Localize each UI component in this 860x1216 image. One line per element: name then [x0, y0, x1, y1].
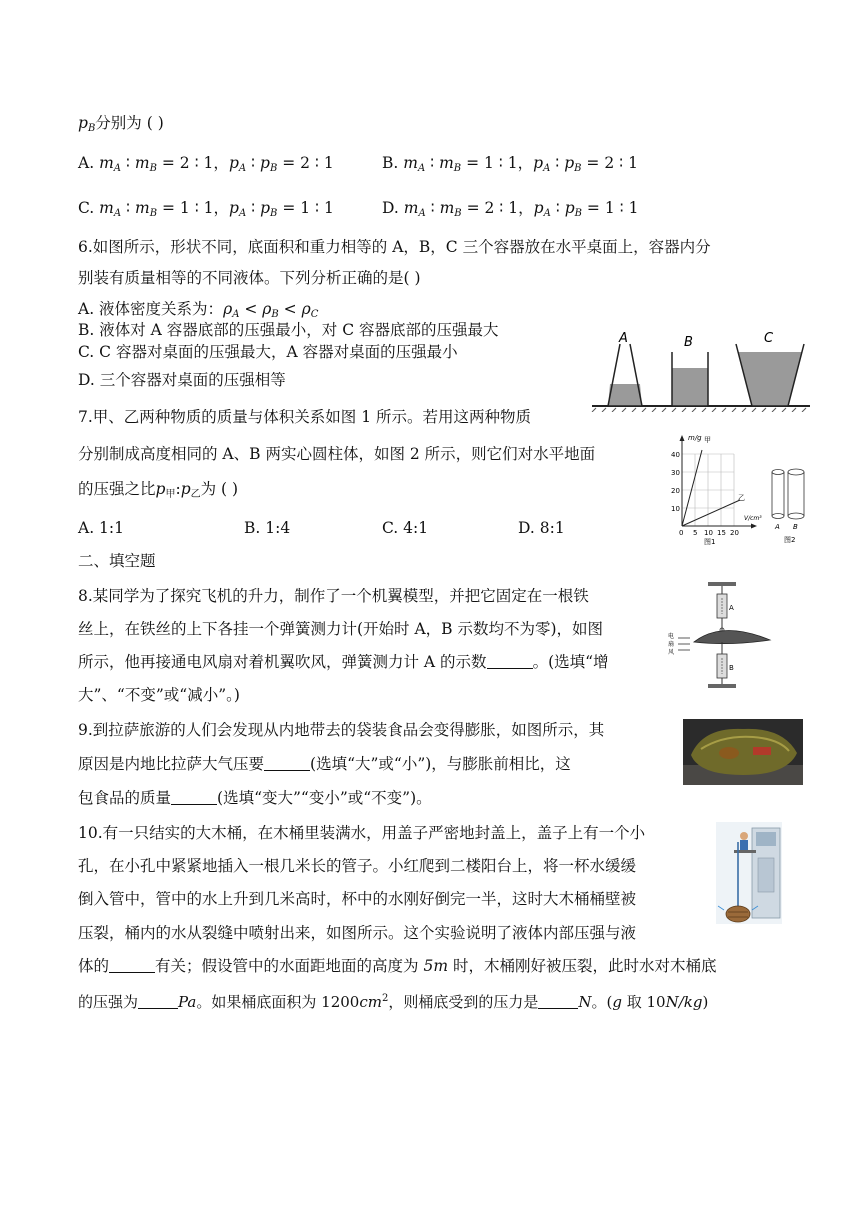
q10-answer-blank-3[interactable] [538, 994, 578, 1009]
q10-stem-line4: 压裂，桶内的水从裂缝中喷射出来，如图所示。这个实验说明了液体内部压强与液 [78, 924, 637, 942]
section-heading-fill-blank: 二、填空题 [78, 552, 156, 570]
q9-answer-blank-1[interactable] [264, 756, 310, 771]
q10-stem-line3: 倒入管中，管中的水上升到几米高时，杯中的水刚好倒完一半，这时大木桶桶壁被 [78, 890, 637, 908]
q7-stem-line2: 分别制成高度相同的 A、B 两实心圆柱体，如图 2 所示，则它们对水平地面 [78, 445, 596, 463]
q8-stem-line2: 丝上，在铁丝的上下各挂一个弹簧测力计(开始时 A，B 示数均不为零)，如图 [78, 620, 604, 638]
q7-stem-line1: 7.甲、乙两种物质的质量与体积关系如图 1 所示。若用这两种物质 [78, 408, 532, 426]
q8-stem-line1: 8.某同学为了探究飞机的升力，制作了一个机翼模型，并把它固定在一根铁 [78, 587, 589, 605]
q5-option-c: C. $m_A$ ∶ $m_B = 1$ ∶ 1，$p_A$ ∶ $p_B = 1$ ∶ 1 [78, 199, 334, 219]
q8-wing-figure [666, 580, 778, 690]
q6-containers-figure [590, 322, 812, 412]
q7-fig-ytick: 20 [671, 487, 680, 495]
q7-fig-ytick: 30 [671, 469, 680, 477]
q7-option-b: B. 1:4 [244, 519, 291, 537]
q9-stem-line3: 包食品的质量 (选填“变大”“变小”或“不变”)。 [78, 789, 432, 807]
q6-option-c: C. C 容器对桌面的压强最大，A 容器对桌面的压强最小 [78, 343, 458, 361]
q8-fig-label-a: A [729, 604, 734, 612]
q8-fig-fan-label: 电 [668, 633, 675, 640]
q8-fig-label-b: B [729, 664, 734, 672]
q8-fig-fan-label: 扇 [668, 641, 675, 648]
q8-stem-line3: 所示，他再接通电风扇对着机翼吹风，弹簧测力计 A 的示数 。(选填“增 [78, 653, 609, 671]
q7-fig-jia: 甲 [704, 436, 711, 444]
q6-fig-label-c: C [764, 331, 774, 346]
q7-fig-caption-2: 图2 [784, 536, 796, 544]
q5-stem-tail: $p_B$分别为 ( ) [78, 114, 164, 134]
q5-option-b: B. $m_A$ ∶ $m_B = 1$ ∶ 1，$p_A$ ∶ $p_B = 2$ ∶ 1 [382, 154, 638, 174]
q7-option-c: C. 4:1 [382, 519, 429, 537]
q8-answer-blank[interactable] [487, 654, 533, 669]
q6-option-b: B. 液体对 A 容器底部的压强最小，对 C 容器底部的压强最大 [78, 321, 499, 339]
q6-stem-line1: 6.如图所示，形状不同，底面积和重力相等的 A，B，C 三个容器放在水平桌面上，容器内分 [78, 238, 711, 256]
q7-fig-ytick: 10 [671, 505, 680, 513]
q8-stem-line4: 大”、“不变”或“减小”。) [78, 686, 240, 704]
q7-fig-cyl-b: B [793, 523, 798, 531]
q10-barrel-experiment-figure [716, 822, 782, 924]
q7-option-a: A. 1:1 [78, 519, 124, 537]
q7-fig-xlabel: V/cm³ [744, 515, 762, 522]
q7-fig-cyl-a: A [775, 523, 780, 531]
q7-fig-caption-1: 图1 [704, 538, 716, 546]
q7-option-d: D. 8:1 [518, 519, 565, 537]
q7-fig-xtick: 10 [704, 529, 713, 537]
q9-stem-line1: 9.到拉萨旅游的人们会发现从内地带去的袋装食品会变得膨胀，如图所示，其 [78, 721, 605, 739]
q7-mass-volume-figure [662, 430, 810, 546]
q7-fig-ylabel: m/g [688, 434, 702, 442]
q5-option-a: A. $m_A$ ∶ $m_B = 2$ ∶ 1，$p_A$ ∶ $p_B = 2$ ∶ 1 [78, 154, 334, 174]
q10-stem-line2: 孔，在小孔中紧紧地插入一根几米长的管子。小红爬到二楼阳台上，将一杯水缓缓 [78, 857, 637, 875]
q10-answer-blank-1[interactable] [109, 958, 155, 973]
q10-stem-line6: 的压强为 Pa。如果桶底面积为 $1200cm^2$，则桶底受到的压力是 N。(g 取 10N/kg) [78, 993, 709, 1011]
q9-answer-blank-2[interactable] [171, 790, 217, 805]
q7-fig-xtick: 20 [730, 529, 739, 537]
q9-snack-bag-photo [683, 719, 803, 785]
q7-fig-ytick: 40 [671, 451, 680, 459]
q10-stem-line1: 10.有一只结实的大木桶，在木桶里装满水，用盖子严密地封盖上，盖子上有一个小 [78, 824, 646, 842]
q6-option-d: D. 三个容器对桌面的压强相等 [78, 371, 286, 389]
q6-fig-label-b: B [684, 335, 693, 350]
q10-answer-blank-2[interactable] [138, 994, 178, 1009]
q8-fig-fan-label: 风 [668, 649, 675, 656]
q6-fig-label-a: A [619, 331, 628, 346]
q5-option-d: D. $m_A$ ∶ $m_B = 2$ ∶ 1，$p_A$ ∶ $p_B = 1$ ∶ 1 [382, 199, 639, 219]
q6-option-a: A. 液体密度关系为：$\rho_A < \rho_B < \rho_C$ [78, 300, 319, 320]
q7-fig-xtick: 5 [693, 529, 698, 537]
q6-stem-line2: 别装有质量相等的不同液体。下列分析正确的是( ) [78, 269, 421, 287]
q7-fig-xtick: 15 [717, 529, 726, 537]
q7-fig-xtick: 0 [679, 529, 684, 537]
q10-stem-line5: 体的 有关；假设管中的水面距地面的高度为 5m 时，木桶刚好被压裂，此时水对木桶底 [78, 957, 717, 975]
q7-fig-yi: 乙 [738, 494, 745, 502]
q9-stem-line2: 原因是内地比拉萨大气压要 (选填“大”或“小”)，与膨胀前相比，这 [78, 755, 571, 773]
q7-stem-line3: 的压强之比$p_甲:p_乙$为 ( ) [78, 480, 239, 500]
